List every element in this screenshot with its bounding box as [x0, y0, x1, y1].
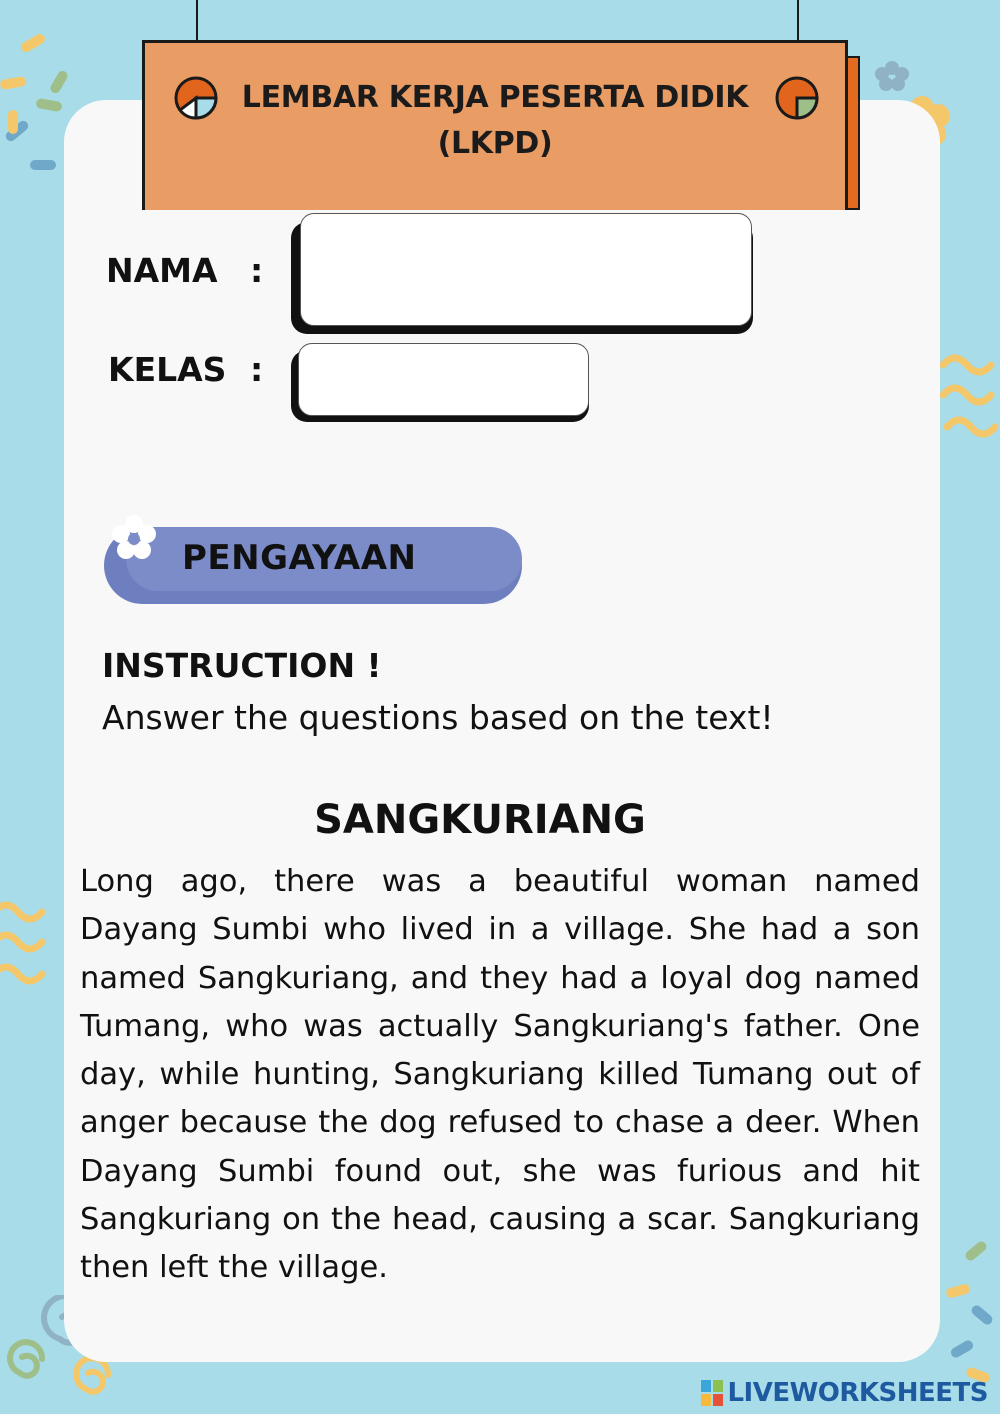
- instruction-text: Answer the questions based on the text!: [102, 698, 774, 737]
- story-body: Long ago, there was a beautiful woman named Dayang Sumbi who lived in a village. She had a son named Sangkuriang, and they had a loyal dog named Tumang, who was actually Sangkuriang's father. One day, while hunting, Sangkuriang killed Tumang out of anger because the dog refused to chase a deer. When Dayang Sumbi found out, she was furious and hit Sangkuriang on the head, causing a scar. Sangkuriang then left the village.: [80, 864, 920, 1286]
- brand-name: LIVEWORKSHEETS: [727, 1378, 988, 1408]
- class-label: KELAS: [108, 350, 227, 389]
- name-label: NAMA: [106, 251, 218, 290]
- pin-left-icon: [172, 74, 220, 122]
- liveworksheets-logo-icon: [701, 1380, 723, 1406]
- confetti-top-left: [0, 30, 70, 180]
- name-colon: :: [250, 251, 264, 290]
- squiggle-right: [935, 345, 1000, 445]
- title-banner: [142, 40, 848, 210]
- story-title: SANGKURIANG: [314, 797, 646, 843]
- instruction-title: INSTRUCTION !: [102, 646, 382, 685]
- class-colon: :: [250, 350, 264, 389]
- class-input[interactable]: [298, 343, 589, 416]
- section-label: PENGAYAAN: [182, 538, 417, 578]
- liveworksheets-brand[interactable]: [701, 1378, 988, 1408]
- name-input[interactable]: [300, 213, 752, 326]
- worksheet-title: LEMBAR KERJA PESERTA DIDIK (LKPD): [241, 80, 749, 161]
- flower-icon: [108, 512, 160, 564]
- confetti-bottom-right: [940, 1240, 1000, 1390]
- pin-right-icon: [773, 74, 821, 122]
- squiggle-left: [0, 898, 60, 993]
